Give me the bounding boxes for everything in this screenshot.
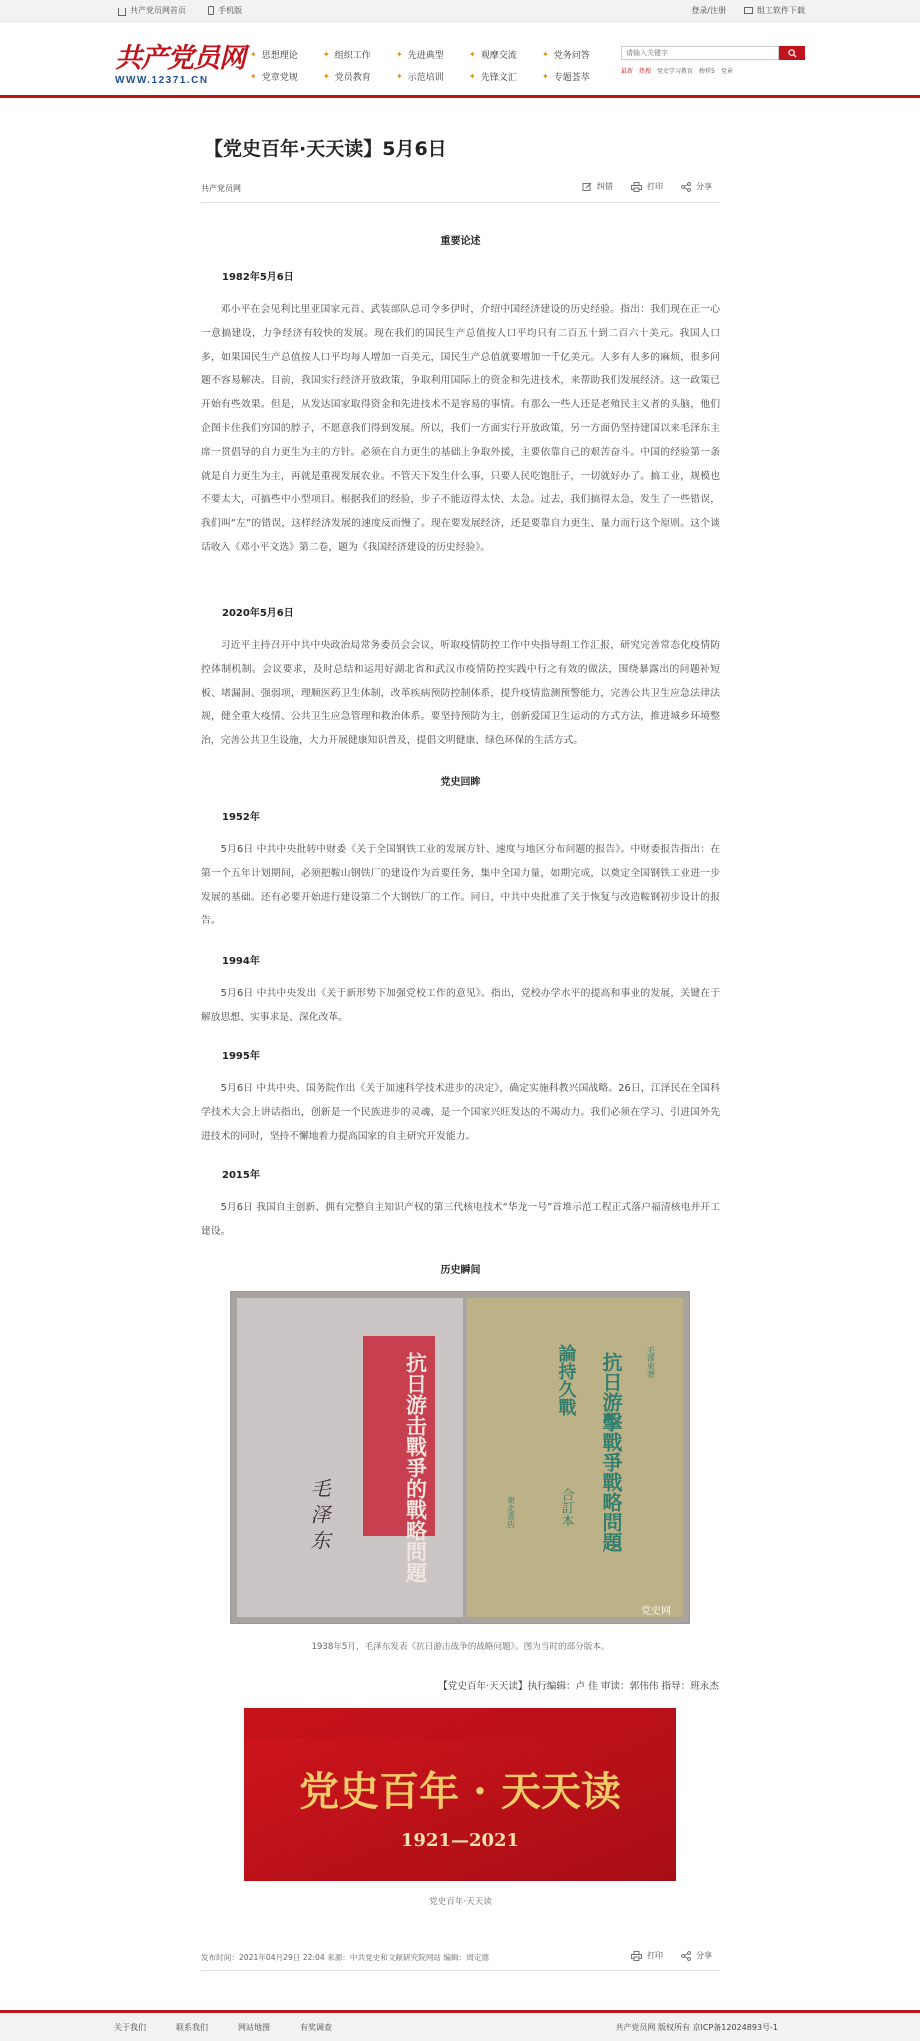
login-link[interactable]: 登录/注册 — [691, 6, 726, 15]
mobile-link[interactable]: 手机版 — [208, 5, 242, 16]
share-button[interactable]: 分享 — [681, 181, 712, 192]
right-book-publisher: 東北書店 — [506, 1496, 516, 1528]
hot-search-item[interactable]: 热搜 — [639, 68, 652, 75]
right-book-combined: 合訂本 — [558, 1488, 574, 1527]
share-button[interactable]: 分享 — [681, 1950, 712, 1961]
paragraph: 5月6日 中共中央、国务院作出《关于加速科学技术进步的决定》，确定实施科教兴国战略。26日，江泽民在全国科学技术大会上讲话指出，创新是一个民族进步的灵魂，是一个国家兴旺发达的不竭动力。我们必须在学习、引进国外先进技术的同时，坚持不懈地着力提高国家的自主研究开发能力。 — [201, 1083, 720, 1142]
footer-link[interactable]: 联系我们 — [176, 2023, 208, 2032]
footer-link[interactable]: 关于我们 — [114, 2023, 146, 2032]
date-heading: 2020年5月6日 — [222, 608, 294, 619]
print-icon — [631, 182, 642, 192]
nav-item[interactable]: ✦ 专题荟萃 — [542, 72, 590, 83]
paragraph: 邓小平在会见利比里亚国家元首、武装部队总司令多伊时，介绍中国经济建设的历史经验。指出：我们现在正一心一意搞建设，力争经济有较快的发展。现在我们的国民生产总值按人口平均只有二百五十到二百六十美元。我国人口多，如果国民生产总值按人口平均每人增加一百美元，国民生产总值就要增加一千亿美元。人多有人多的麻烦，很多问题不容易解决。目前，我国实行经济开放政策，争取利用国际上的资金和先进技术，来帮助我们发展经济。这一政策已开始有些效果。但是，从发达国家取得资金和先进技术不是容易的事情。有那么一些人还是老殖民主义者的头脑，他们企图卡住我们穷国的脖子，不愿意我们得到发展。所以，我们一方面实行开放政策，另一方面仍坚持建国以来毛泽东主席一贯倡导的自力更生为主的方针。必须在自力更生的基础上争取外援，主要依靠自己的艰苦奋斗。中国的经验第一条就是自力更生为主，再就是重视发展农业。不管天下发生什么事，只要人民吃饱肚子，一切就好办了。搞工业，规模也不要太大，可搞些中小型项目。根据我们的经验，步子不能迈得太快、太急。过去，我们搞得太急，发生了一些错误，我们叫“左”的错误，这样经济发展的速度反而慢了。现在要发展经济，还是要靠自力更生、量力而行这个原则。这个谈话收入《邓小平文选》第二卷，题为《我国经济建设的历史经验》。 — [201, 304, 720, 553]
edit-icon — [582, 182, 592, 192]
share-icon — [681, 1951, 691, 1961]
search-input[interactable] — [621, 46, 779, 60]
computer-icon — [744, 7, 753, 14]
bullet-icon: ✦ — [323, 72, 330, 81]
bullet-icon: ✦ — [469, 50, 476, 59]
date-heading: 1952年 — [222, 812, 260, 823]
site-logo[interactable]: 共产党员网 WWW.12371.CN — [115, 43, 245, 86]
hot-search-item[interactable]: 榜样5 — [699, 68, 715, 75]
hot-label: 最新 — [621, 68, 634, 75]
paragraph: 5月6日 我国自主创新、拥有完整自主知识产权的第三代核电技术“华龙一号”首堆示范工程正式落户福清核电并开工建设。 — [201, 1202, 720, 1237]
article-tools — [582, 181, 712, 192]
correct-button[interactable]: 纠错 — [582, 181, 613, 192]
hot-search-item[interactable]: 党章 — [720, 68, 733, 75]
home-link[interactable]: 共产党员网首页 — [118, 5, 186, 16]
bullet-icon: ✦ — [250, 72, 257, 81]
nav-item[interactable]: ✦ 示范培训 — [396, 72, 444, 83]
signature: 毛泽东 — [307, 1478, 331, 1556]
paragraph: 5月6日 中共中央批转中财委《关于全国钢铁工业的发展方针、速度与地区分布问题的报告》。中财委报告指出：在第一个五年计划期间，必须把鞍山钢铁厂的建设作为首要任务，集中全国力量，如期完成，以奠定全国钢铁工业进一步发展的基础。还有必要开始进行建设第二个大钢铁厂的工作。同日，中共中央批准了关于恢复与改造鞍钢初步设计的报告。 — [201, 844, 720, 927]
right-book-author: 毛澤東著 — [646, 1346, 656, 1378]
print-button[interactable]: 打印 — [631, 1950, 663, 1961]
nav-item[interactable]: ✦ 党员教育 — [323, 72, 371, 83]
home-icon — [118, 8, 126, 16]
nav-item[interactable]: ✦ 观摩交流 — [469, 50, 517, 61]
share-icon — [681, 182, 691, 192]
paragraph: 习近平主持召开中共中央政治局常务委员会会议，听取疫情防控工作中央指导组工作汇报，研究完善常态化疫情防控体制机制。会议要求，及时总结和运用好湖北省和武汉市疫情防控实践中行之有效的做法，围绕暴露出的问题补短板、堵漏洞、强弱项，理顺医药卫生体制，改革疾病预防控制体系，提升疫情监测预警能力，完善公共卫生应急法律法规，健全重大疫情、公共卫生应急管理和救治体系。要坚持预防为主，创新爱国卫生运动的方式方法，推进城乡环境整治，完善公共卫生设施，大力开展健康知识普及，提倡文明健康、绿色环保的生活方式。 — [201, 640, 720, 747]
banner-image — [244, 1708, 676, 1881]
banner-years: 1921—2021 — [400, 1830, 520, 1851]
publish-info: 发布时间：2021年04月29日 22:04 来源：中共党史和文献研究院网站 编辑：周定德 — [201, 1953, 489, 1962]
nav-item[interactable]: ✦ 党章党规 — [250, 72, 298, 83]
book-covers-image — [231, 1292, 689, 1623]
main-nav — [250, 48, 615, 83]
print-icon — [631, 1951, 642, 1961]
banner-title: 党史百年 · 天天读 — [299, 1768, 621, 1815]
paragraph: 5月6日 中共中央发出《关于新形势下加强党校工作的意见》。指出，党校办学水平的提高和事业的发展，关键在于解放思想、实事求是、深化改革。 — [201, 988, 720, 1023]
banner-caption: 党史百年·天天读 — [429, 1897, 492, 1907]
editors-credit: 【党史百年·天天读】执行编辑：卢 佳 审读：郭伟伟 指导：班永杰 — [438, 1681, 719, 1692]
search-icon — [788, 49, 797, 58]
photo-caption: 1938年5月，毛泽东发表《抗日游击战争的战略问题》。图为当时的部分版本。 — [311, 1642, 610, 1652]
bullet-icon: ✦ — [396, 50, 403, 59]
bullet-icon: ✦ — [469, 72, 476, 81]
date-heading: 1995年 — [222, 1051, 260, 1062]
bullet-icon: ✦ — [396, 72, 403, 81]
copyright: 共产党员网 版权所有 京ICP备12024893号-1 — [615, 2023, 778, 2032]
footer-link[interactable]: 有奖调查 — [300, 2023, 332, 2032]
article-source: 共产党员网 — [201, 184, 241, 193]
nav-item[interactable]: ✦ 先进典型 — [396, 50, 444, 61]
historic-photo — [230, 1291, 690, 1624]
print-button[interactable]: 打印 — [631, 181, 663, 192]
section-title: 党史回眸 — [440, 777, 481, 788]
article-title: 【党史百年·天天读】5月6日 — [204, 138, 447, 160]
date-heading: 1982年5月6日 — [222, 272, 294, 283]
date-heading: 1994年 — [222, 956, 260, 967]
article-tools-bottom — [631, 1950, 712, 1961]
top-bar — [0, 0, 920, 22]
search-box — [621, 46, 805, 60]
nav-item[interactable]: ✦ 思想理论 — [250, 50, 298, 61]
client-download-link[interactable]: 组工软件下载 — [744, 5, 805, 16]
site-footer — [0, 2010, 920, 2041]
section-title: 重要论述 — [440, 236, 481, 247]
bullet-icon: ✦ — [542, 50, 549, 59]
hot-search-list — [621, 66, 733, 75]
article-footer — [201, 1945, 720, 1971]
series-banner — [244, 1708, 676, 1881]
article-meta — [201, 176, 720, 203]
date-heading: 2015年 — [222, 1170, 260, 1181]
bullet-icon: ✦ — [250, 50, 257, 59]
nav-item[interactable]: ✦ 党务问答 — [542, 50, 590, 61]
footer-link[interactable]: 网站地图 — [238, 2023, 270, 2032]
hot-search-item[interactable]: 党史学习教育 — [657, 68, 694, 75]
left-book-title: 抗日游击戰爭的戰略問題 — [403, 1352, 429, 1583]
nav-item[interactable]: ✦ 组织工作 — [323, 50, 371, 61]
search-button[interactable] — [779, 46, 805, 60]
right-book-title: 抗日游擊戰爭戰略問題 — [599, 1352, 623, 1552]
site-header — [0, 22, 920, 98]
watermark: 党史网 — [641, 1606, 671, 1617]
bullet-icon: ✦ — [323, 50, 330, 59]
right-book-subtitle: 論持久戰 — [555, 1344, 577, 1416]
footer-links — [114, 2022, 332, 2033]
phone-icon — [208, 6, 214, 15]
section-title: 历史瞬间 — [440, 1265, 481, 1276]
nav-item[interactable]: ✦ 先锋文汇 — [469, 72, 517, 83]
bullet-icon: ✦ — [542, 72, 549, 81]
